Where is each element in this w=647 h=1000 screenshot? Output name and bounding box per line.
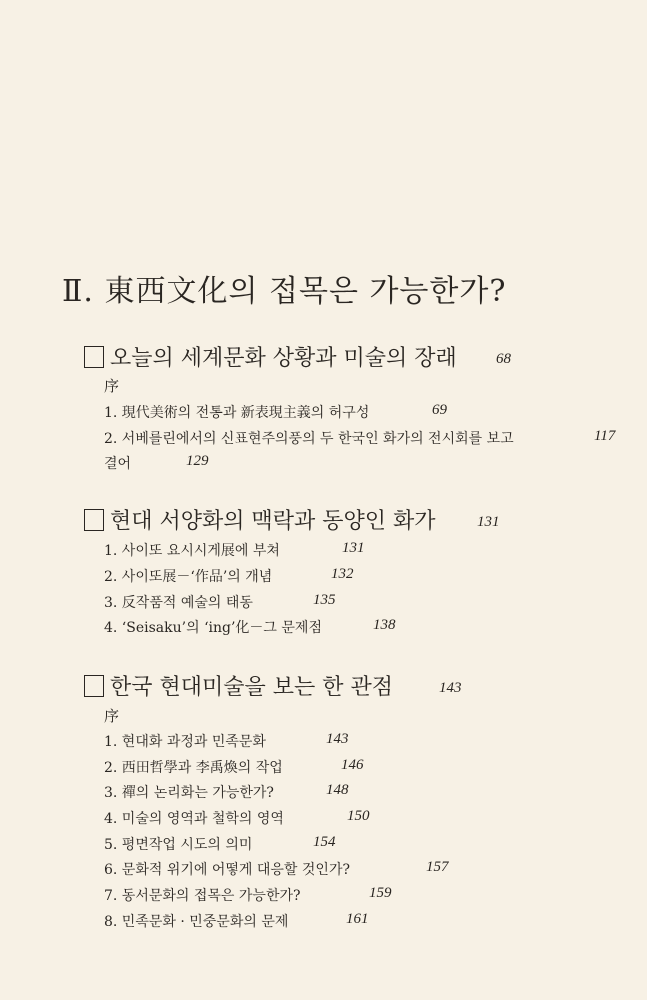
section-title: 한국 현대미술을 보는 한 관점: [110, 675, 393, 700]
toc-item: 6. 문화적 위기에 어떻게 대응할 것인가?: [104, 862, 350, 878]
toc-item: 2. 서베를린에서의 신표현주의풍의 두 한국인 화가의 전시회를 보고: [104, 431, 514, 447]
checkbox-square-icon: [84, 509, 104, 531]
section-page: 143: [439, 680, 462, 696]
toc-item-page: 157: [426, 859, 449, 875]
toc-item: 3. 禪의 논리화는 가능한가?: [104, 785, 274, 801]
preface-label: 序: [104, 377, 120, 395]
toc-item-page: 132: [331, 566, 354, 582]
toc-item-page: 129: [186, 453, 209, 469]
checkbox-square-icon: [84, 675, 104, 697]
toc-item-page: 150: [347, 808, 370, 824]
toc-item-page: 159: [369, 885, 392, 901]
toc-item: 4. ‘Seisaku’의 ‘ing’化－그 문제점: [104, 620, 322, 636]
toc-item-page: 154: [313, 834, 336, 850]
toc-item: 4. 미술의 영역과 철학의 영역: [104, 811, 284, 827]
toc-item: 1. 現代美術의 전통과 新表現主義의 허구성: [104, 405, 370, 421]
toc-item: 7. 동서문화의 접목은 가능한가?: [104, 888, 301, 904]
toc-item-page: 69: [432, 402, 447, 418]
toc-item: 1. 사이또 요시시게展에 부쳐: [104, 543, 280, 559]
toc-item: 3. 反작품적 예술의 태동: [104, 595, 253, 611]
section-title: 오늘의 세계문화 상황과 미술의 장래: [110, 346, 457, 371]
toc-item-page: 143: [326, 731, 349, 747]
toc-item: 8. 민족문화 · 민중문화의 문제: [104, 914, 289, 930]
toc-item-page: 117: [594, 428, 616, 444]
toc-item: 2. 사이또展－‘作品’의 개념: [104, 569, 273, 585]
toc-item-continuation: 결어: [104, 456, 132, 472]
toc-item-page: 131: [342, 540, 365, 556]
toc-item-page: 138: [373, 617, 396, 633]
toc-item-page: 135: [313, 592, 336, 608]
section-heading: [84, 504, 436, 535]
section-page: 68: [496, 351, 511, 367]
section-title: 현대 서양화의 맥락과 동양인 화가: [110, 509, 436, 534]
toc-item-page: 146: [341, 757, 364, 773]
section-heading: [84, 670, 393, 701]
section-page: 131: [477, 514, 500, 530]
checkbox-square-icon: [84, 346, 104, 368]
preface-label: 序: [104, 707, 120, 725]
toc-item: 5. 평면작업 시도의 의미: [104, 837, 253, 853]
toc-item: 1. 현대화 과정과 민족문화: [104, 734, 266, 750]
section-heading: [84, 341, 457, 372]
part-title: Ⅱ. 東西文化의 접목은 가능한가?: [62, 274, 507, 309]
toc-item-page: 148: [326, 782, 349, 798]
toc-item: 2. 西田哲學과 李禹煥의 작업: [104, 760, 283, 776]
toc-item-page: 161: [346, 911, 369, 927]
